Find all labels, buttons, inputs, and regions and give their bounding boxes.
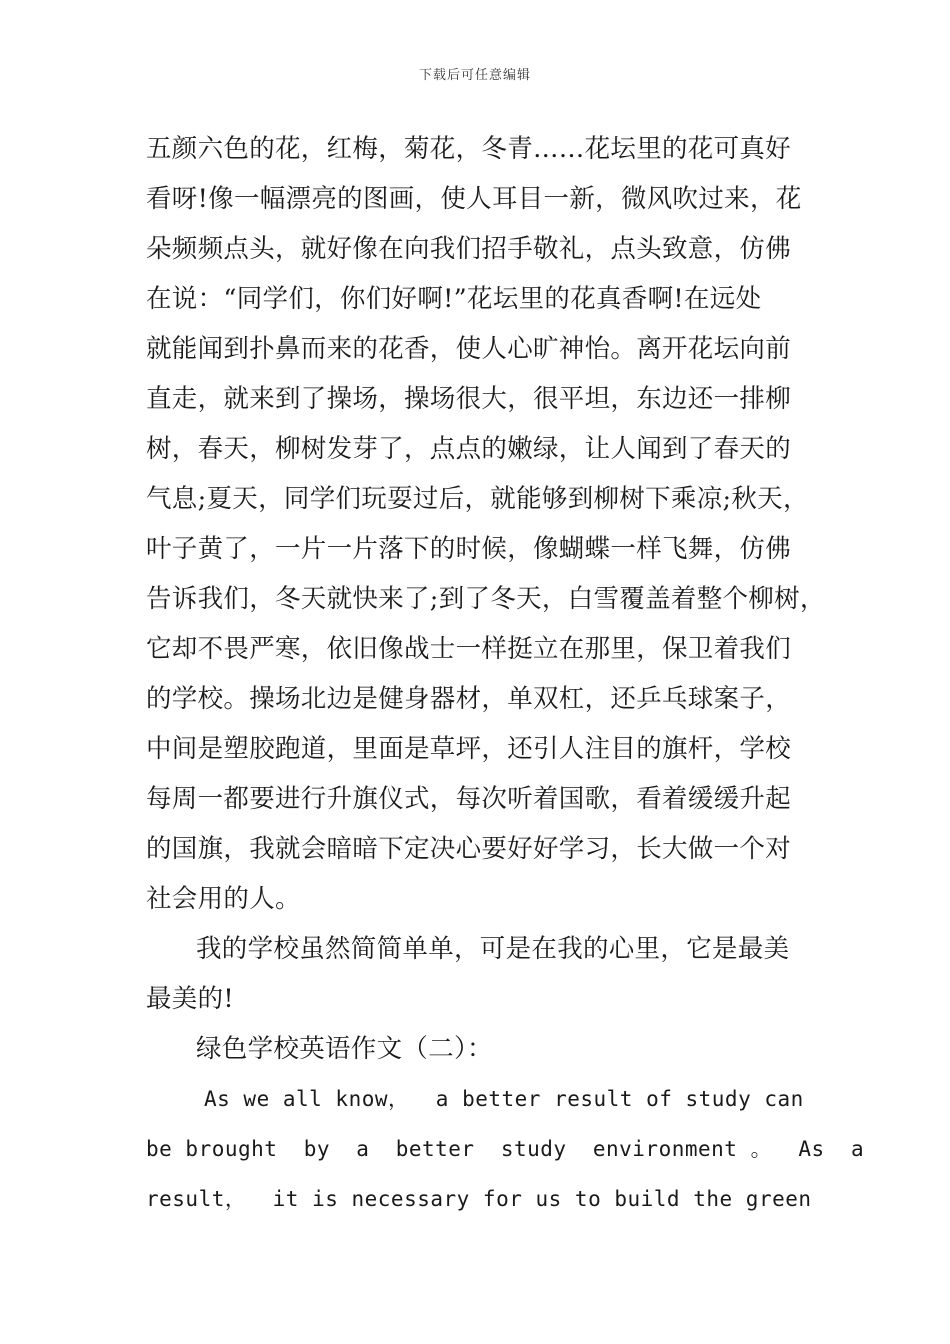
paragraph-line: 它却不畏严寒，依旧像战士一样挺立在那里，保卫着我们 xyxy=(146,634,792,664)
english-paragraph-line: be brought by a better study environment 。 As a xyxy=(146,1137,865,1161)
paragraph-line: 就能闻到扑鼻而来的花香，使人心旷神怡。离开花坛向前 xyxy=(146,334,792,364)
paragraph-line: 五颜六色的花，红梅，菊花，冬青……花坛里的花可真好 xyxy=(146,134,792,164)
paragraph-line: 社会用的人。 xyxy=(146,884,301,914)
paragraph-line: 的国旗，我就会暗暗下定决心要好好学习，长大做一个对 xyxy=(146,834,792,864)
document-body xyxy=(146,128,865,1228)
paragraph-line: 直走，就来到了操场，操场很大，很平坦，东边还一排柳 xyxy=(146,384,792,414)
english-paragraph-line: As we all know， a better result of study can xyxy=(204,1087,804,1111)
paragraph-line: 叶子黄了，一片一片落下的时候，像蝴蝶一样飞舞，仿佛 xyxy=(146,534,792,564)
paragraph-line: 最美的! xyxy=(146,984,234,1014)
page-header: 下载后可任意编辑 xyxy=(418,68,531,83)
english-paragraph-line: result， it is necessary for us to build the green xyxy=(146,1187,812,1211)
paragraph-line: 的学校。操场北边是健身器材，单双杠，还乒乓球案子， xyxy=(146,684,792,714)
paragraph-line: 在说：“同学们，你们好啊!”花坛里的花真香啊!在远处 xyxy=(146,284,762,314)
paragraph-line: 朵频频点头，就好像在向我们招手敬礼，点头致意，仿佛 xyxy=(146,234,792,264)
paragraph-line: 告诉我们，冬天就快来了;到了冬天，白雪覆盖着整个柳树， xyxy=(146,584,826,614)
paragraph-line: 树，春天，柳树发芽了，点点的嫩绿，让人闻到了春天的 xyxy=(146,434,792,464)
paragraph-line: 我的学校虽然简简单单，可是在我的心里，它是最美 xyxy=(196,934,790,964)
section-heading: 绿色学校英语作文（二）： xyxy=(196,1034,493,1064)
paragraph-line: 看呀!像一幅漂亮的图画，使人耳目一新，微风吹过来，花 xyxy=(146,184,802,214)
paragraph-line: 中间是塑胶跑道，里面是草坪，还引人注目的旗杆，学校 xyxy=(146,734,792,764)
paragraph-line: 气息;夏天，同学们玩耍过后，就能够到柳树下乘凉;秋天， xyxy=(146,484,809,514)
paragraph-line: 每周一都要进行升旗仪式，每次听着国歌，看着缓缓升起 xyxy=(146,784,792,814)
